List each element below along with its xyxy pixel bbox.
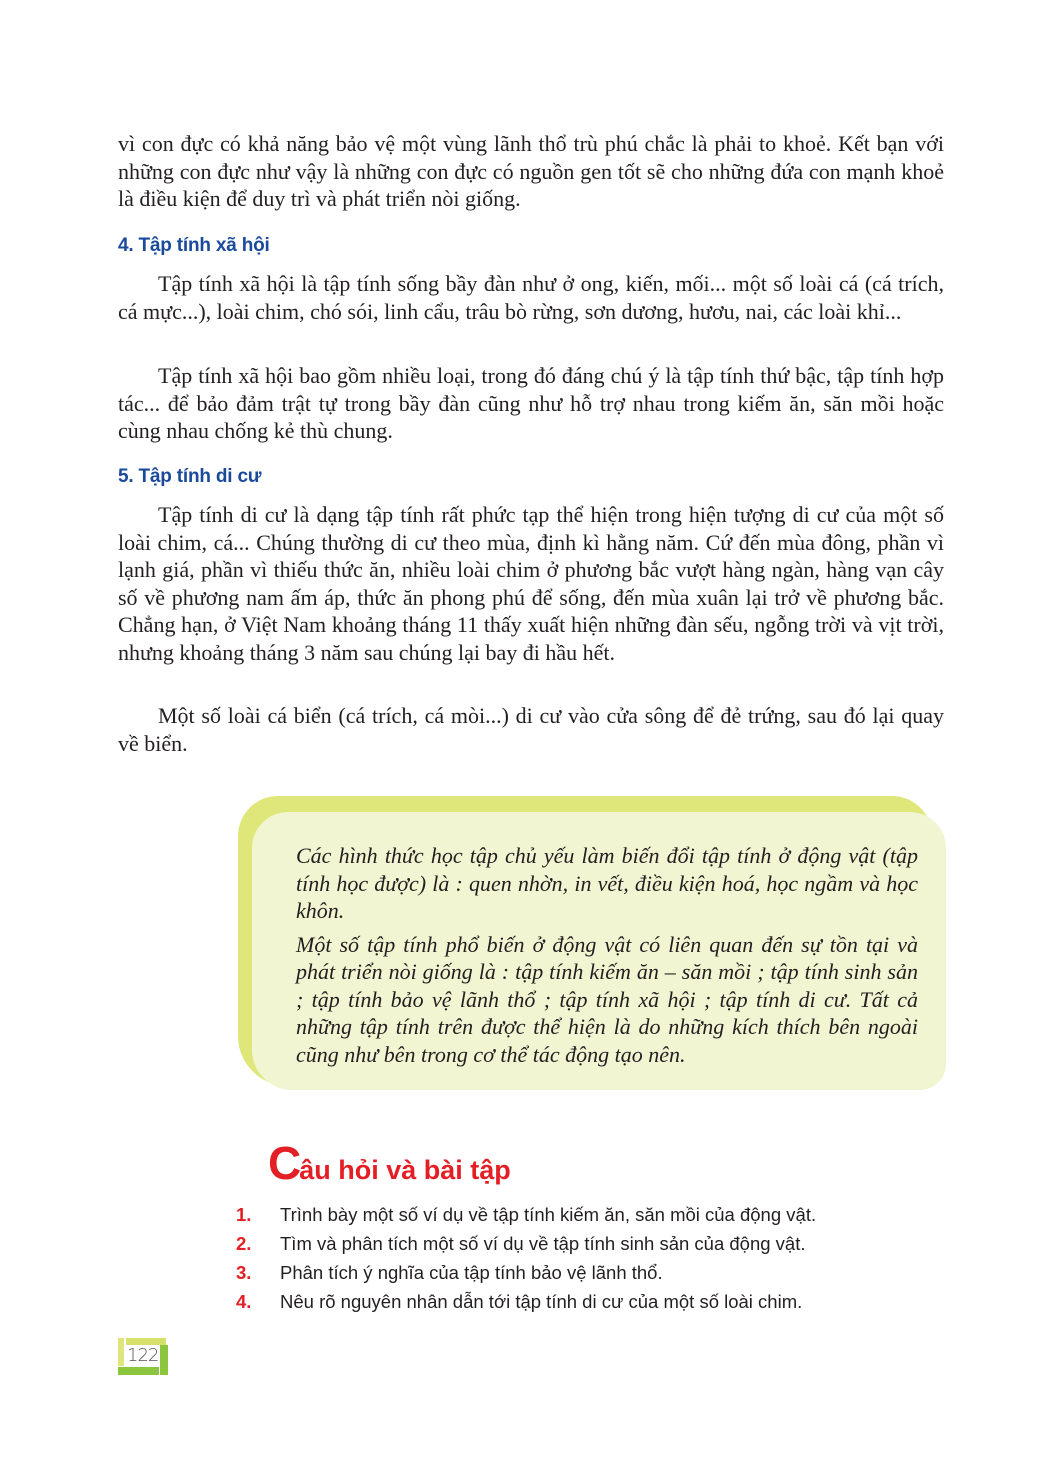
- questions-title-initial: C: [268, 1137, 300, 1189]
- question-number: 4.: [236, 1291, 252, 1312]
- section-4-paragraph-1: Tập tính xã hội là tập tính sống bầy đàn như ở ong, kiến, mối... một số loài cá (cá trích, cá mực...), loài chim, chó sói, linh cẩu, trâu bò rừng, sơn dương, hươu, nai, các loài khỉ...: [118, 271, 944, 324]
- summary-box-panel: [252, 812, 946, 1090]
- section-5-paragraph-1: Tập tính di cư là dạng tập tính rất phức tạp thể hiện trong hiện tượng di cư của một số loài chim, cá... Chúng thường di cư theo mùa, định kì hằng năm. Cứ đến mùa đông, phần vì lạnh giá, phần vì thiếu thức ăn, nhiều loài chim ở phương bắc vượt hàng ngàn, hàng vạn cây số về phương nam ấm áp, thức ăn phong phú để sống, đến mùa xuân lại trở về phương bắc. Chẳng hạn, ở Việt Nam khoảng tháng 11 thấy xuất hiện những đàn sếu, ngỗng trời và vịt trời, nhưng khoảng tháng 3 năm sau chúng lại bay đi hầu hết.: [118, 502, 944, 665]
- summary-box-text: [296, 842, 918, 1090]
- question-text: Nêu rõ nguyên nhân dẫn tới tập tính di cư của một số loài chim.: [280, 1291, 803, 1312]
- questions-title: [268, 1137, 511, 1189]
- question-number: 1.: [236, 1204, 252, 1225]
- page-number-frame-right: [160, 1345, 168, 1375]
- section-4-paragraph-2: Tập tính xã hội bao gồm nhiều loại, trong đó đáng chú ý là tập tính thứ bậc, tập tính hợp tác... để bảo đảm trật tự trong bầy đàn cũng như hỗ trợ nhau trong kiếm ăn, săn mồi hoặc cùng nhau chống kẻ thù chung.: [118, 363, 944, 443]
- question-text: Tìm và phân tích một số ví dụ về tập tính sinh sản của động vật.: [280, 1233, 806, 1254]
- question-item: [236, 1229, 936, 1258]
- section-4-heading: 4. Tập tính xã hội: [118, 235, 270, 256]
- question-number: 3.: [236, 1262, 252, 1283]
- questions-title-rest: âu hỏi và bài tập: [299, 1155, 511, 1185]
- question-text: Phân tích ý nghĩa của tập tính bảo vệ lãnh thổ.: [280, 1262, 663, 1283]
- question-text: Trình bày một số ví dụ về tập tính kiếm ăn, săn mồi của động vật.: [280, 1204, 817, 1225]
- page-number: 122: [127, 1345, 159, 1366]
- page-number-frame-left: [118, 1338, 124, 1366]
- page-number-frame-bottom: [118, 1367, 159, 1375]
- question-item: [236, 1200, 936, 1229]
- intro-paragraph: vì con đực có khả năng bảo vệ một vùng lãnh thổ trù phú chắc là phải to khoẻ. Kết bạn với những con đực như vậy là những con đực có nguồn gen tốt sẽ cho những đứa con mạnh khoẻ là điều kiện để duy trì và phát triển nòi giống.: [118, 131, 944, 211]
- page-number-frame-top: [126, 1338, 166, 1345]
- summary-paragraph-2: Một số tập tính phổ biến ở động vật có liên quan đến sự tồn tại và phát triển nòi giống là : tập tính kiếm ăn – săn mồi ; tập tính sinh sản ; tập tính bảo vệ lãnh thổ ; tập tính xã hội ; tập tính di cư. Tất cả những tập tính trên được thể hiện là do những kích thích bên ngoài cũng như bên trong cơ thể tác động tạo nên.: [296, 931, 918, 1067]
- section-5-paragraph-2: Một số loài cá biển (cá trích, cá mòi...) di cư vào cửa sông để đẻ trứng, sau đó lại quay về biển.: [118, 703, 944, 756]
- section-5-heading: 5. Tập tính di cư: [118, 466, 262, 487]
- summary-paragraph-1: Các hình thức học tập chủ yếu làm biến đổi tập tính ở động vật (tập tính học được) là : quen nhờn, in vết, điều kiện hoá, học ngầm và học khôn.: [296, 843, 918, 923]
- question-item: [236, 1287, 936, 1316]
- summary-box: [238, 796, 946, 1090]
- question-item: [236, 1258, 936, 1287]
- questions-list: [236, 1200, 936, 1316]
- question-number: 2.: [236, 1233, 252, 1254]
- page-number-badge: [118, 1338, 170, 1376]
